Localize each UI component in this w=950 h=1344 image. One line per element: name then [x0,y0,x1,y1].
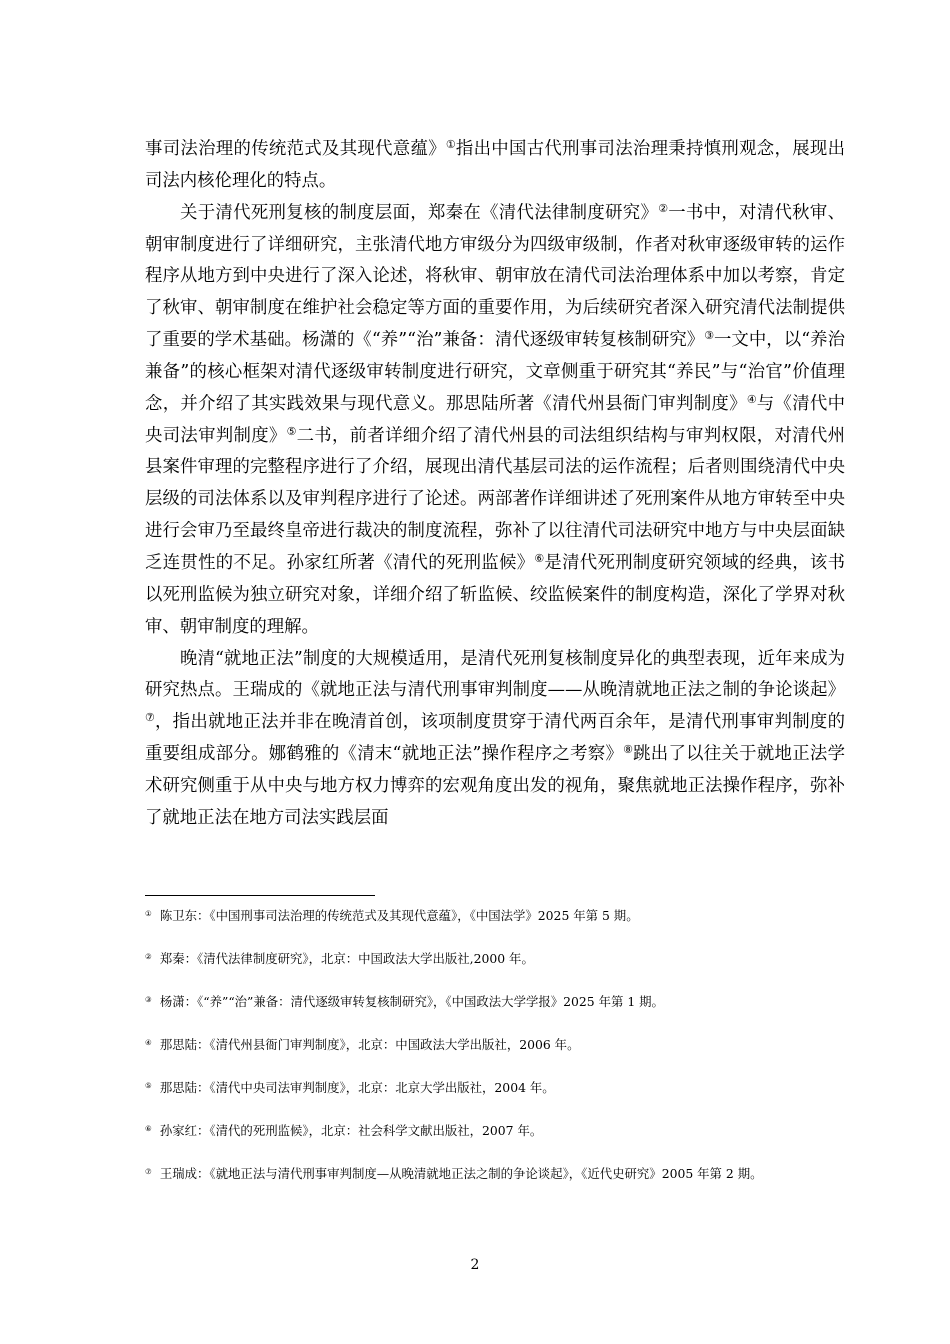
footnote-mark: ② [145,951,152,961]
footnote-reference[interactable]: ⑧ [623,743,634,757]
footnote-mark: ⑥ [145,1123,152,1133]
footnote-text: 那思陆：《清代州县衙门审判制度》，北京：中国政法大学出版社，2006 年。 [159,1037,580,1052]
paragraph-text: 一书中，对清代秋审、朝审制度进行了详细研究，主张清代地方审级分为四级审级制，作者对秋审逐级审转的运作程序从地方到中央进行了深入论述，将秋审、朝审放在清代司法治理体系中加以考察，肯定了秋审、朝审制度在维护社会稳定等方面的重要作用，为后续研究者深入研究清代法制提供了重要的学术基础。杨潇的《“养”“治”兼备：清代逐级审转复核制研究》 [145,202,845,351]
paragraph-3 [145,644,845,835]
paragraph-text: 事司法治理的传统范式及其现代意蕴》 [145,139,446,159]
footnote-text: 那思陆：《清代中央司法审判制度》，北京：北京大学出版社，2004 年。 [159,1080,555,1095]
footnote-reference[interactable]: ③ [704,329,714,343]
footnote-mark: ① [145,908,152,918]
body-text [145,134,845,835]
footnote-separator [145,895,375,896]
paragraph-text: 与《清代中央司法审判制度》 [145,393,845,446]
footnote-text: 王瑞成：《就地正法与清代刑事审判制度—从晚清就地正法之制的争论谈起》，《近代史研究》2005 年第 2 期。 [159,1166,763,1181]
footnote-text: 郑秦：《清代法律制度研究》，北京：中国政法大学出版社,2000 年。 [159,951,534,966]
paragraph-text: 晚清“就地正法”制度的大规模适用，是清代死刑复核制度异化的典型表现，近年来成为研究热点。王瑞成的《就地正法与清代刑事审判制度——从晚清就地正法之制的争论谈起》 [145,648,845,701]
paragraph-text: ，指出就地正法并非在晚清首创，该项制度贯穿于清代两百余年，是清代刑事审判制度的重要组成部分。娜鹤雅的《清末“就地正法”操作程序之考察》 [145,712,845,765]
footnote-mark: ⑤ [145,1080,152,1090]
footnote-item [145,1078,845,1097]
paragraph-1 [145,134,845,198]
footnote-text: 孙家红：《清代的死刑监候》，北京：社会科学文献出版社，2007 年。 [159,1123,543,1138]
paragraph-text: 二书，前者详细介绍了清代州县的司法组织结构与审判权限，对清代州县案件审理的完整程序进行了介绍，展现出清代基层司法的运作流程；后者则围绕清代中央层级的司法体系以及审判程序进行了论述。两部著作详细讲述了死刑案件从地方审转至中央进行会审乃至最终皇帝进行裁决的制度流程，弥补了以往清代司法研究中地方与中央层面缺乏连贯性的不足。孙家红所著《清代的死刑监候》 [145,425,845,573]
footnotes [145,906,845,1207]
footnote-item [145,906,845,925]
paragraph-text: 跳出了以往关于就地正法学术研究侧重于从中央与地方权力博弈的宏观角度出发的视角，聚焦就地正法操作程序，弥补了就地正法在地方司法实践层面 [145,744,845,828]
footnote-item [145,1121,845,1140]
paragraph-text: 一文中，以“养治兼备”的核心框架对清代逐级审转制度进行研究，文章侧重于研究其“养民”与“治官”价值理念，并介绍了其实践效果与现代意义。那思陆所著《清代州县衙门审判制度》 [145,330,845,414]
footnote-reference[interactable]: ⑦ [145,711,155,725]
footnote-reference[interactable]: ④ [746,392,757,406]
footnote-mark: ④ [145,1037,152,1047]
footnote-text: 陈卫东：《中国刑事司法治理的传统范式及其现代意蕴》，《中国法学》2025 年第 5 期。 [159,908,639,923]
footnote-item [145,949,845,968]
footnote-mark: ③ [145,994,152,1004]
footnote-reference[interactable]: ⑤ [286,424,297,438]
footnote-mark: ⑦ [145,1166,152,1176]
paragraph-2 [145,198,845,644]
footnote-reference[interactable]: ① [445,138,456,152]
paragraph-text: 关于清代死刑复核的制度层面，郑秦在《清代法律制度研究》 [180,202,659,223]
paragraph-text: 是清代死刑制度研究领域的经典，该书以死刑监候为独立研究对象，详细介绍了斩监候、绞监候案件的制度构造，深化了学界对秋审、朝审制度的理解。 [145,552,845,637]
footnote-item [145,1164,845,1183]
footnote-reference[interactable]: ② [658,201,669,215]
footnote-item [145,1035,845,1054]
page-number: 2 [470,1257,480,1273]
paragraph-text: 指出中国古代刑事司法治理秉持慎刑观念，展现出司法内核伦理化的特点。 [145,139,845,191]
footnote-reference[interactable]: ⑥ [534,552,545,566]
footnote-item [145,992,845,1011]
footnote-text: 杨潇：《“养”“治”兼备：清代逐级审转复核制研究》，《中国政法大学学报》2025 年第 1 期。 [159,994,664,1009]
